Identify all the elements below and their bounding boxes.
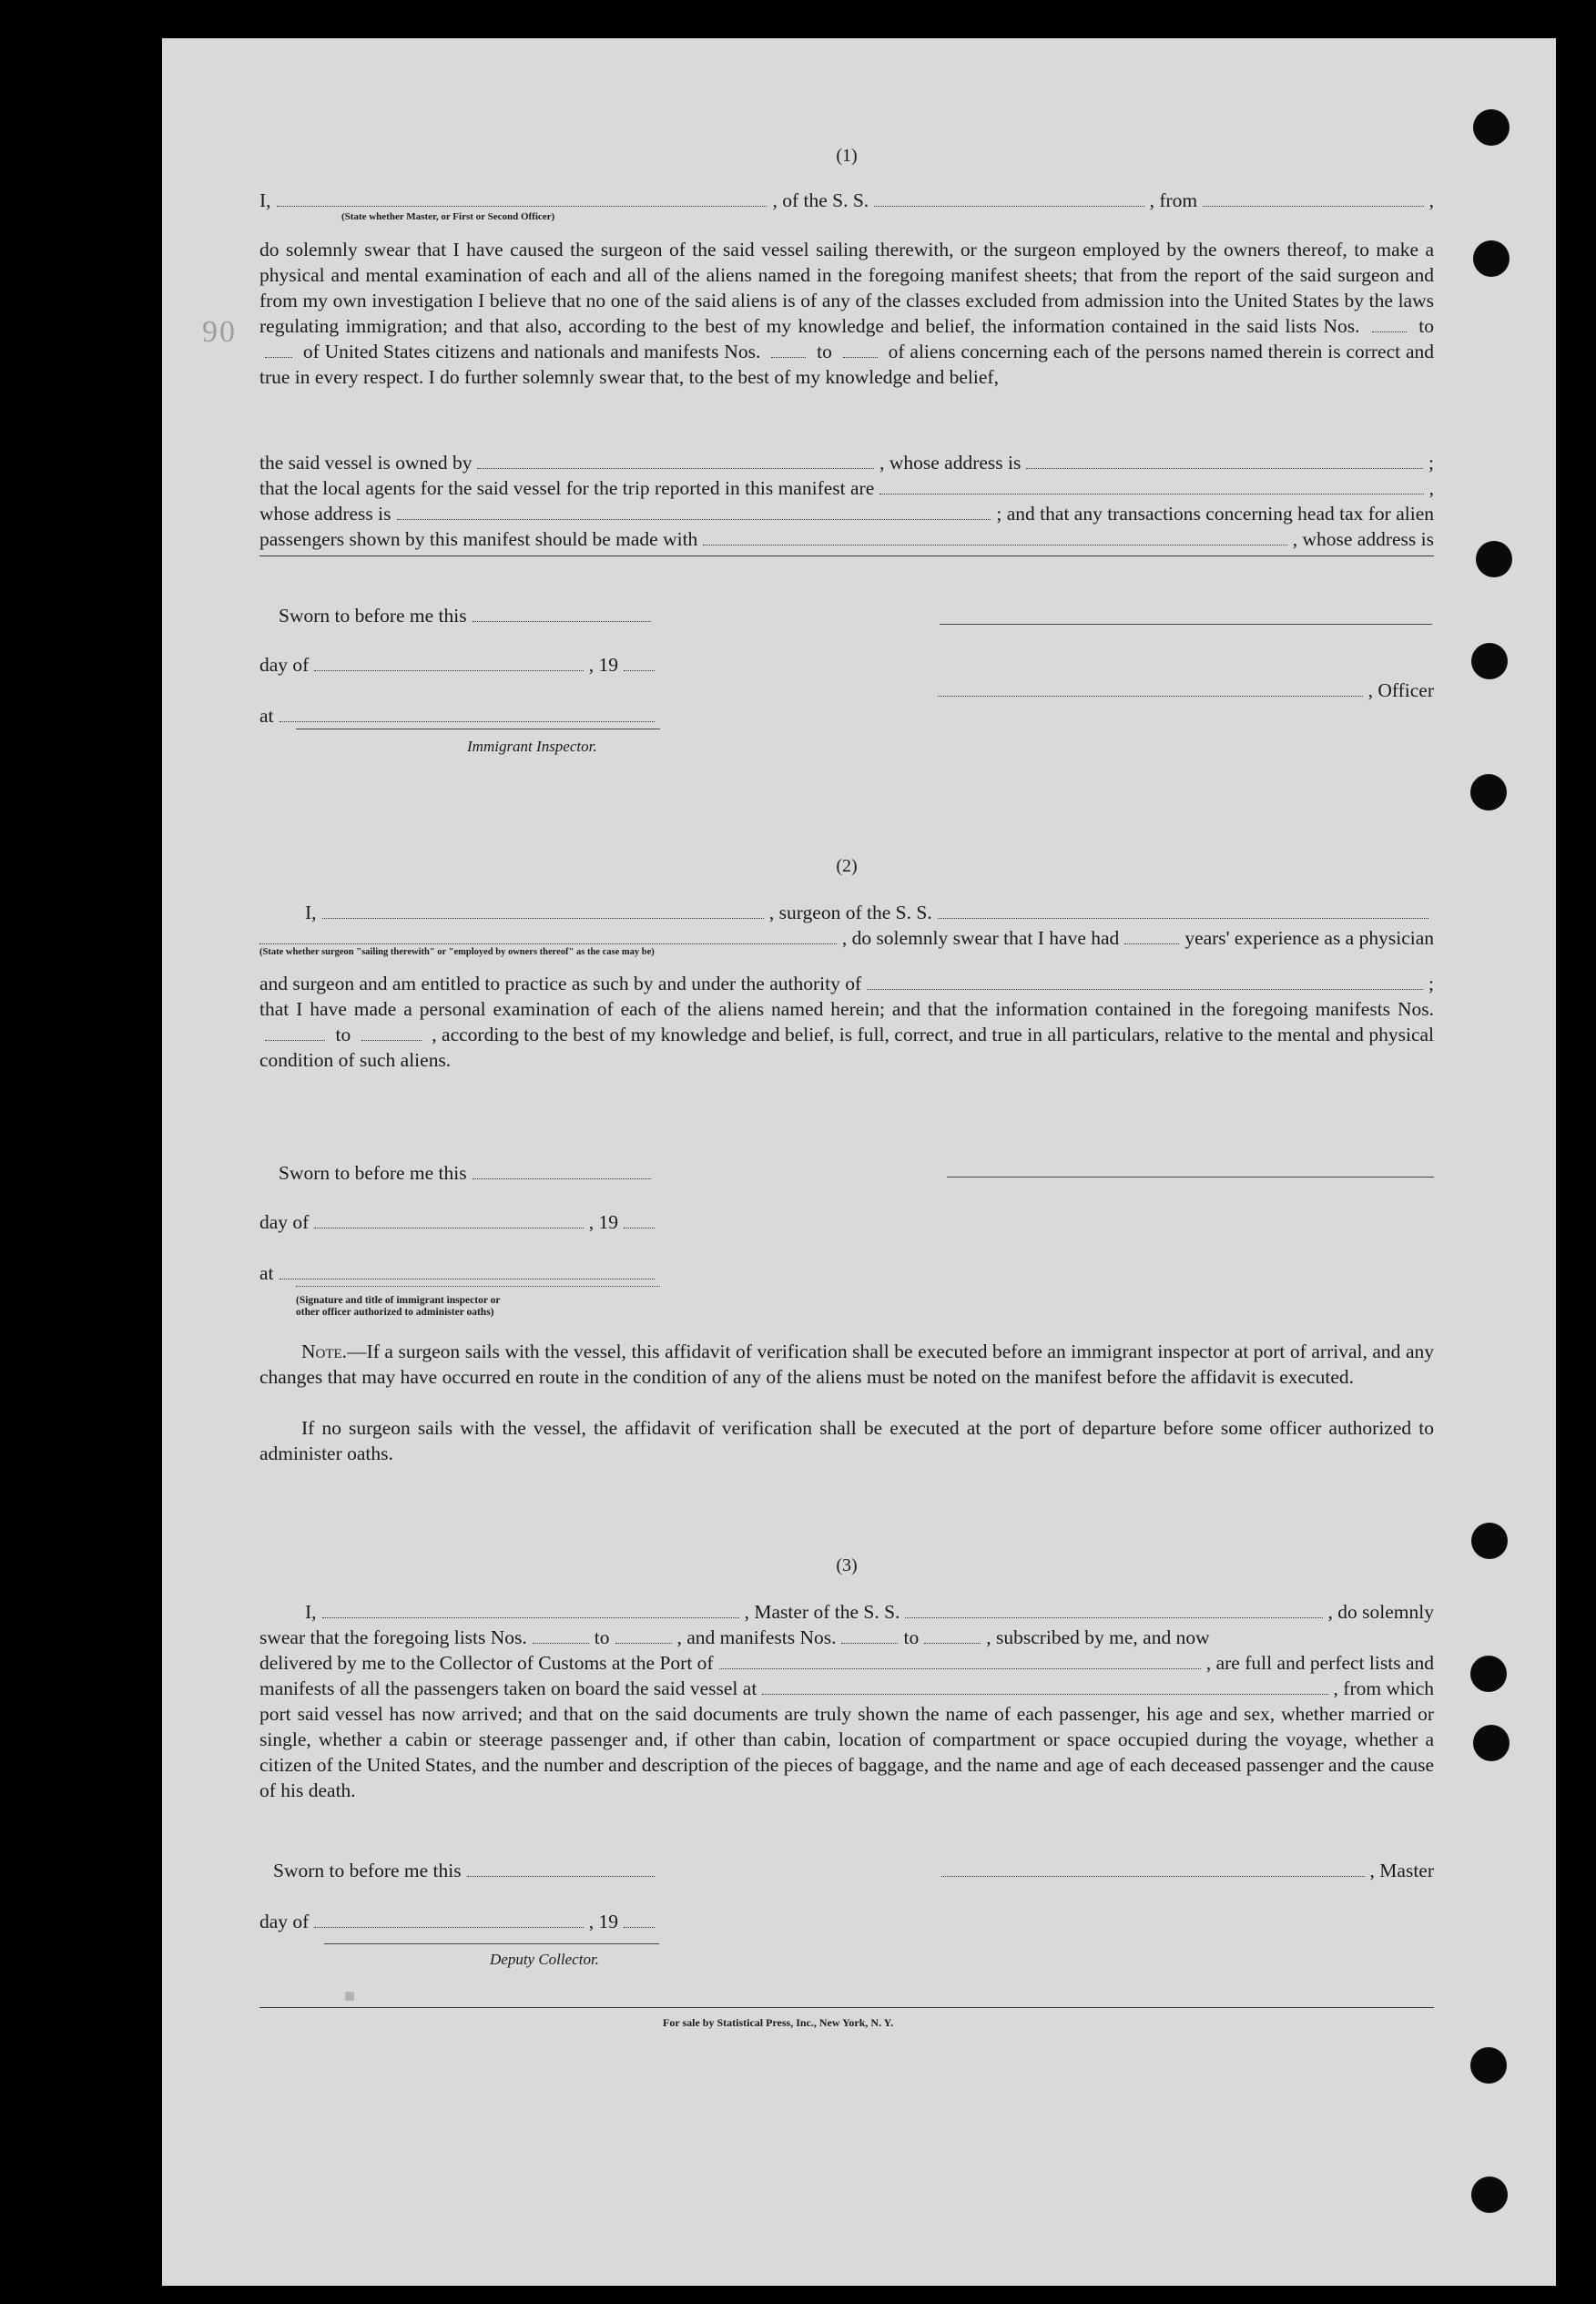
day-of-line-2: day of , 19 [259,1209,660,1235]
manifests-to-field[interactable] [843,341,878,358]
surgeon-ship-field[interactable] [938,918,1428,919]
deputy-signature-line[interactable] [324,1943,659,1944]
authority-field[interactable] [867,989,1423,990]
section-1-paragraph: do solemnly swear that I have caused the surgeon of the said vessel sailing therewith, or the surgeon employed by the owners thereof, to make a physical and mental examination of each and all of the aliens named in the foregoing manifest sheets; that from the report of the said surgeon and from my own investigation I believe that no one of the said aliens is of any of the classes excluded from admission into the United States by the laws regulating immigration; and that also, according to the best of my knowledge and belief, the information contained in the said lists Nos. to of United States citizens and nationals and manifests Nos. to of aliens concerning each of the persons named therein is correct and true in every respect. I do further solemnly swear that, to the best of my knowledge and belief, [259,239,1435,388]
deputy-label: Deputy Collector. [490,1951,599,1968]
binder-hole [1471,2177,1508,2213]
sworn-day-field-1[interactable] [473,621,651,622]
section-1-line-1: I, , of the S. S. , from , (State whether Master, or First or Second Officer) [259,189,1435,222]
sworn-day-field-2[interactable] [473,1178,651,1179]
year-field-1[interactable] [624,670,655,671]
section-2-number: (2) [836,856,858,876]
agents-address-line: whose address is ; and that any transactions concerning head tax for alien [259,503,1434,525]
ship-name-field[interactable] [874,206,1144,207]
at-line-2: at [259,1260,660,1286]
lists-to-field[interactable] [265,341,292,358]
master-lists-from-field[interactable] [533,1643,589,1644]
sworn-day-field-3[interactable] [467,1876,655,1877]
surgeon-status-field[interactable] [259,943,837,944]
master-manifests-from-field[interactable] [841,1643,898,1644]
section-2-authority-line: and surgeon and am entitled to practice as such by and under the authority of ; [259,973,1434,994]
binder-hole [1473,240,1510,277]
manifests-from-field[interactable] [771,341,806,358]
binder-hole [1473,109,1510,146]
officer-line: , Officer [938,678,1434,703]
surgeon-manifests-from-field[interactable] [265,1024,325,1041]
month-field-1[interactable] [314,670,583,671]
port-field[interactable] [719,1668,1201,1669]
document-page [162,38,1556,2286]
lists-from-field[interactable] [1372,315,1407,332]
head-tax-line: passengers shown by this manifest should be made with , whose address is [259,528,1434,550]
surgeon-manifests-to-field[interactable] [361,1024,422,1041]
section-3-line-4: manifests of all the passengers taken on board the said vessel at , from which [259,1677,1434,1699]
officer-note: (State whether Master, or First or Second Officer) [341,211,555,222]
binder-hole [1470,2047,1507,2084]
section-2-line-2: , do solemnly swear that I have had years' experience as a physician (State whether surgeon "sailing therewith" or "employed by owners thereof" as the case may be) [259,927,1434,957]
owner-address-field[interactable] [1026,468,1423,469]
officer-name-field[interactable] [277,206,768,207]
at-place-field-1[interactable] [280,721,655,722]
section-2-line-1: I, , surgeon of the S. S. [305,900,1434,925]
binder-hole [1470,1656,1507,1692]
day-of-line-3: day of , 19 [259,1909,660,1934]
year-field-3[interactable] [624,1927,655,1928]
owner-field[interactable] [477,468,874,469]
master-signature-field[interactable] [941,1876,1365,1877]
agents-address-field[interactable] [397,519,991,520]
master-ship-field[interactable] [905,1617,1322,1618]
bleed-through-text: ■ [344,1987,358,2008]
note-paragraph: Note.—If a surgeon sails with the vessel, this affidavit of verification shall be executed before an immigrant inspector at port of arrival, and any changes that may have occurred en route in the condition of any of the aliens must be noted on the manifest before the affidavit is executed. [259,1341,1434,1388]
binder-hole [1473,1725,1510,1761]
inspector-signature-line-2[interactable] [296,1286,660,1287]
signature-note: (Signature and title of immigrant inspector or other officer authorized to administer oaths) [296,1295,501,1318]
sworn-line-1: Sworn to before me this [279,603,656,628]
printer-credit: For sale by Statistical Press, Inc., New York, N. Y. [663,2016,894,2029]
section-3-line-1: I, , Master of the S. S. , do solemnly [305,1601,1434,1623]
section-2-paragraph: that I have made a personal examination of each of the aliens named herein; and that the information contained in the foregoing manifests Nos. to , according to the best of my knowledge and belief, is full, correct, and true in all particulars, relative to the mental and physical condition of such aliens. [259,998,1435,1071]
binder-hole [1470,774,1507,810]
local-agents-line: that the local agents for the said vessel for the trip reported in this manifest are , [259,477,1434,499]
sworn-line-3: Sworn to before me this [273,1858,660,1883]
master-manifests-to-field[interactable] [924,1643,981,1644]
note-label: Note. [301,1341,348,1362]
section-3-line-2: swear that the foregoing lists Nos. to , and manifests Nos. to , subscribed by me, and now [259,1626,1210,1648]
sworn-line-2: Sworn to before me this [279,1160,656,1186]
section-3-number: (3) [836,1555,858,1575]
departure-port-field[interactable] [762,1694,1327,1695]
surgeon-note: (State whether surgeon "sailing therewith" or "employed by owners thereof" as the case may be) [259,947,655,957]
from-port-field[interactable] [1203,206,1424,207]
officer-title-field[interactable] [938,696,1363,697]
owned-by-line: the said vessel is owned by , whose address is ; [259,452,1435,474]
master-lists-to-field[interactable] [615,1643,672,1644]
binder-hole [1476,541,1512,577]
binder-hole [1471,1523,1508,1559]
binder-hole [1471,643,1508,679]
day-of-line-1: day of , 19 [259,652,660,678]
section-1-number: (1) [836,146,858,166]
section-3-paragraph: port said vessel has now arrived; and that on the said documents are truly shown the name of each passenger, his age and sex, whether married or single, whether a cabin or steerage passenger and, if other than cabin, location of compartment or space occupied during the voyage, whether a citizen of the United States, and the number and description of the pieces of baggage, and the name and age of each deceased passenger and the cause of his death. [259,1703,1434,1801]
margin-number: 90 [202,315,237,349]
master-signature-line: , Master [941,1858,1434,1883]
footer-rule [259,2007,1434,2008]
month-field-3[interactable] [314,1927,583,1928]
inspector-label: Immigrant Inspector. [467,738,597,755]
at-line-1: at [259,703,660,729]
note-paragraph-2: If no surgeon sails with the vessel, the affidavit of verification shall be executed at the port of departure before some officer authorized to administer oaths. [259,1417,1434,1464]
section-3-line-3: delivered by me to the Collector of Customs at the Port of , are full and perfect lists and [259,1652,1434,1674]
surgeon-name-field[interactable] [322,918,764,919]
officer-signature-line[interactable] [940,624,1432,625]
master-name-field[interactable] [322,1617,739,1618]
years-field[interactable] [1124,943,1179,944]
